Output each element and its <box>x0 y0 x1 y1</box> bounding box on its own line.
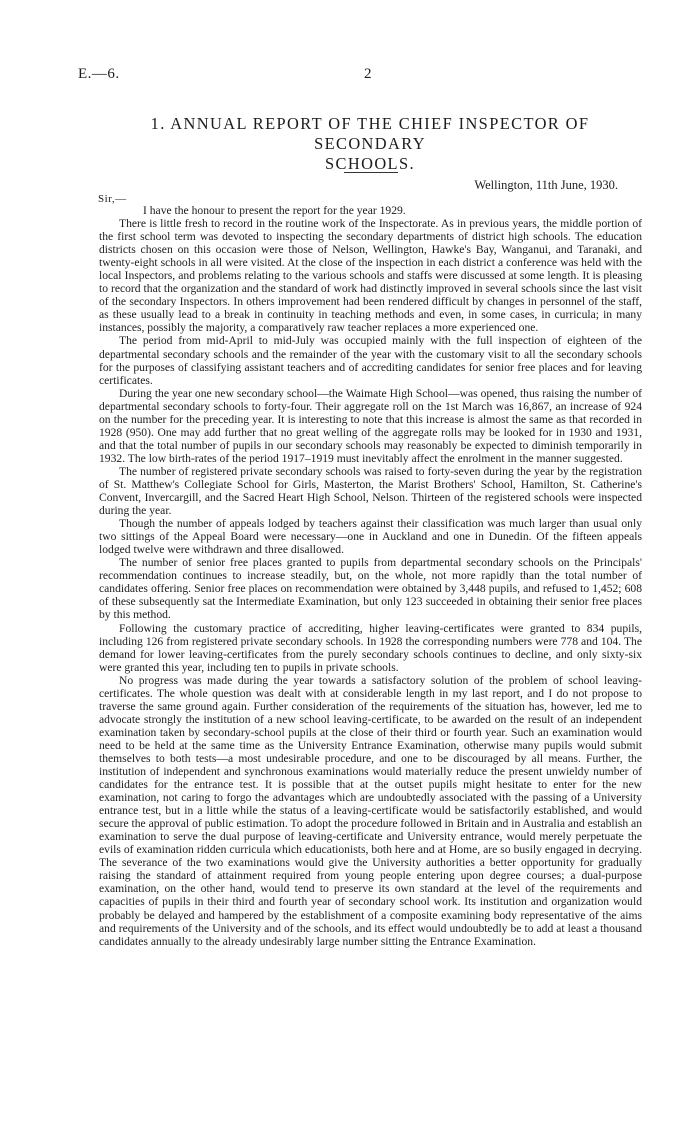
letter-date: Wellington, 11th June, 1930. <box>474 178 618 192</box>
paragraph: I have the honour to present the report for the year 1929. <box>143 204 406 217</box>
title-line-1: 1. ANNUAL REPORT OF THE CHIEF INSPECTOR OF SECONDARY <box>150 114 590 153</box>
title-line-2: SCHOOLS. <box>325 154 415 173</box>
page-title <box>100 114 640 174</box>
title-divider <box>344 172 398 173</box>
paragraph: There is little fresh to record in the routine work of the Inspectorate. As in previous years, the middle portion of the first school term was devoted to inspecting the secondary departments of district high schools. The education districts chosen on this occasion were those of Nelson, Wellington, Hawke's Bay, Wanganui, and Taranaki, and twenty-eight schools in all were visited. At the close of the inspection in each district a conference was held with the local Inspectors, and problems relating to the various schools and staffs were discussed at some length. It is pleasing to record that the organization and the standard of work had distinctly improved in several schools since the last visit of the secondary Inspectors. In others improvement had been rendered difficult by changes in personnel of the staff, as these usually lead to a break in continuity in teaching methods and even, in some cases, in curricula; in many instances, possibly the majority, a comparatively raw teacher replaces a more experienced one. <box>99 217 642 335</box>
report-reference: E.—6. <box>78 66 120 82</box>
paragraph: Following the customary practice of accrediting, higher leaving-certificates were granted to 834 pupils, including 126 from registered private secondary schools. In 1928 the corresponding numbers were 778 and 104. The demand for lower leaving-certificates from the purely secondary schools continues to decline, and only sixty-six were granted this year, including ten to pupils in private schools. <box>99 621 642 674</box>
salutation: Sir,— <box>98 193 127 205</box>
paragraph: The number of registered private secondary schools was raised to forty-seven during the year by the registration of St. Matthew's Collegiate School for Girls, Masterton, the Marist Brothers' School, Hamilton, St. Catherine's Convent, Invercargill, and the Sacred Heart High School, Nelson. Thirteen of the registered schools were inspected during the year. <box>99 464 642 518</box>
paragraph: During the year one new secondary school—the Waimate High School—was opened, thus raising the number of departmental secondary schools to forty-four. Their aggregate roll on the 1st March was 16,867, an increase of 924 on the number for the preceding year. It is interesting to note that this increase is almost the same as that recorded in 1928 (950). One may add further that no great welling of the aggregate rolls may be looked for in 1930 and 1931, and that the total number of pupils in our secondary schools may reasonably be expected to diminish temporarily in 1932. The low birth-rates of the period 1917–1919 must inevitably affect the enrolment in the manner suggested. <box>99 386 642 465</box>
paragraph: No progress was made during the year towards a satisfactory solution of the problem of school leaving-certificates. The whole question was dealt with at considerable length in my last report, and I do not propose to traverse the same ground again. Further consideration of the requirements of the situation has, however, led me to advocate strongly the institution of a new school leaving-certificate, to be awarded on the result of an independent examination taken by secondary-school pupils at the close of their third or fourth year. Such an examination would need to be held at the same time as the University Entrance Examination, otherwise many pupils would submit themselves to both tests—a most undesirable procedure, and one to be discouraged by all means. Further, the institution of independent and synchronous examinations would materially reduce the present unwieldy number of candidates for the entrance test. It is possible that at the outset pupils might hesitate to enter for the new examination, not caring to forgo the advantages which are undoubtedly associated with the passing of a University entrance test, but in a little while the status of a leaving-certificate would be satisfactorily established, and would secure the approval of public estimation. To adopt the procedure followed in Britain and in Australia and establish an examination to serve the dual purpose of leaving-certificate and University entrance, would merely perpetuate the evils of examination ridden curricula which educationists, both here and at Home, are so busily engaged in decrying. The severance of the two examinations would give the University authorities a better opportunity for gradually raising the standard of attainment required from young people entering upon degree courses; a dual-purpose examination, on the other hand, would tend to preserve its own standard at the level of the requirements and capacities of pupils in their third and fourth year of secondary school work. Its institution and organization would probably be delayed and hampered by the establishment of a composite examining body representative of the aims and requirements of the University and of the schools, and its effect would undoubtedly be to add at least a thousand candidates annually to the already undesirably large number sitting the Entrance Examination. <box>99 673 642 948</box>
paragraph: Though the number of appeals lodged by teachers against their classification was much larger than usual only two sittings of the Appeal Board were necessary—one in Auckland and one in Dunedin. Of the fifteen appeals lodged twelve were withdrawn and three disallowed. <box>99 517 642 557</box>
paragraph: The number of senior free places granted to pupils from departmental secondary schools on the Principals' recommendation continues to increase steadily, but, on the whole, not more rapidly than the total number of candidates offering. Senior free places on recommendation were obtained by 3,448 pupils, and refused to 1,452; 608 of these subsequently sat the Intermediate Examination, but only 123 succeeded in obtaining their senior free places by this method. <box>99 556 642 622</box>
paragraph: The period from mid-April to mid-July was occupied mainly with the full inspection of eighteen of the departmental secondary schools and the remainder of the year with the customary visit to all the secondary schools for the purposes of classifying assistant teachers and of accrediting candidates for senior free places and for leaving certificates. <box>99 334 642 387</box>
report-body <box>99 204 642 948</box>
page-number: 2 <box>364 66 372 82</box>
